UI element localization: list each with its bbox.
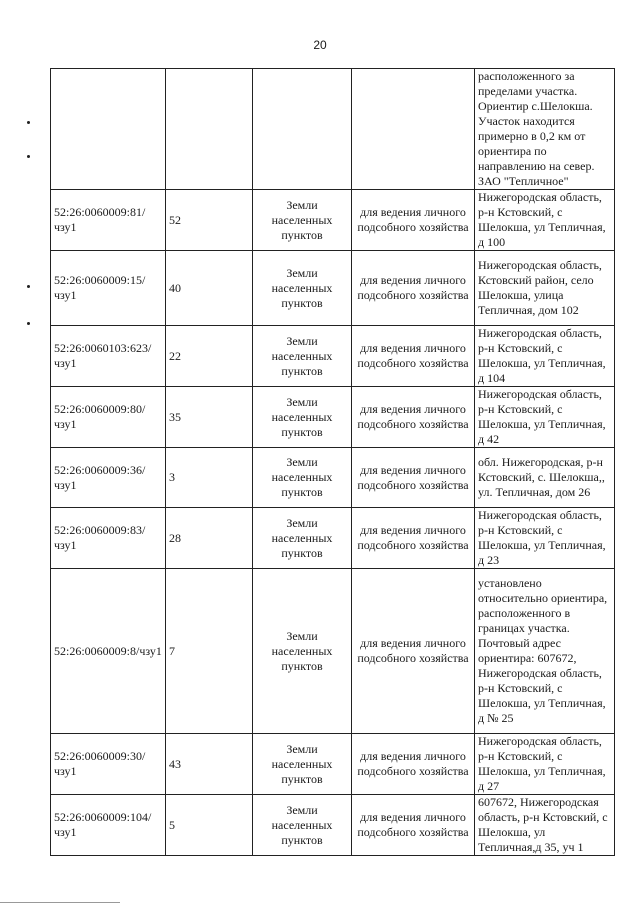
- cadastral-cell: 52:26:0060009:81/чзу1: [51, 190, 166, 251]
- address-cell: Нижегородская область, р-н Кстовский, с Шелокша, ул Тепличная, д 104: [475, 326, 615, 387]
- number-cell: 40: [166, 251, 253, 326]
- cadastral-cell: 52:26:0060103:623/чзу1: [51, 326, 166, 387]
- cadastral-cell: [51, 69, 166, 190]
- table-row: [51, 326, 615, 387]
- scan-artifact-line: [0, 902, 120, 903]
- category-cell: Земли населенных пунктов: [253, 569, 352, 734]
- address-cell: обл. Нижегородская, р-н Кстовский, с. Шелокша,, ул. Тепличная, дом 26: [475, 448, 615, 508]
- use-text: для ведения личного подсобного хозяйства: [357, 273, 469, 302]
- use-text: для ведения личного подсобного хозяйства: [357, 462, 469, 492]
- land-plot-table: [50, 68, 615, 856]
- use-cell: [352, 190, 475, 251]
- table-row: [51, 448, 615, 508]
- use-cell: [352, 387, 475, 448]
- cadastral-cell: 52:26:0060009:80/чзу1: [51, 387, 166, 448]
- category-cell: Земли населенных пунктов: [253, 387, 352, 448]
- address-cell: Нижегородская область, Кстовский район, село Шелокша, улица Тепличная, дом 102: [475, 251, 615, 326]
- number-cell: 7: [166, 569, 253, 734]
- number-cell: [166, 69, 253, 190]
- address-cell: Нижегородская область, р-н Кстовский, с Шелокша, ул Тепличная, д 42: [475, 387, 615, 448]
- use-cell: [352, 795, 475, 856]
- address-cell: Нижегородская область, р-н Кстовский, с Шелокша, ул Тепличная, д 100: [475, 190, 615, 251]
- number-cell: 3: [166, 448, 253, 508]
- cadastral-cell: 52:26:0060009:30/чзу1: [51, 734, 166, 795]
- address-cell: 607672, Нижегородская область, р-н Кстовский, с Шелокша, ул Тепличная,д 35, уч 1: [475, 795, 615, 856]
- use-cell: [352, 448, 475, 508]
- margin-dot: [27, 322, 30, 325]
- table-row: [51, 734, 615, 795]
- category-cell: Земли населенных пунктов: [253, 251, 352, 326]
- number-cell: 28: [166, 508, 253, 569]
- cadastral-cell: 52:26:0060009:8/чзу1: [51, 569, 166, 734]
- use-cell: [352, 69, 475, 190]
- number-cell: 35: [166, 387, 253, 448]
- use-cell: [352, 569, 475, 734]
- margin-dot: [27, 285, 30, 288]
- use-cell: [352, 734, 475, 795]
- use-text: для ведения личного подсобного хозяйства: [357, 402, 469, 431]
- cadastral-cell: 52:26:0060009:104/чзу1: [51, 795, 166, 856]
- cadastral-cell: 52:26:0060009:36/чзу1: [51, 448, 166, 508]
- table-row: [51, 251, 615, 326]
- cadastral-cell: 52:26:0060009:15/чзу1: [51, 251, 166, 326]
- number-cell: 52: [166, 190, 253, 251]
- use-text: для ведения личного подсобного хозяйства: [357, 749, 469, 778]
- category-cell: Земли населенных пунктов: [253, 326, 352, 387]
- table-row: [51, 508, 615, 569]
- use-text: для ведения личного подсобного хозяйства: [357, 341, 469, 370]
- address-cell: расположенного за пределами участка. Ориентир с.Шелокша. Участок находится примерно в 0,2 км от ориентира по направлению на север. ЗАО "Тепличное": [475, 69, 615, 190]
- table-row: [51, 569, 615, 734]
- use-text: для ведения личного подсобного хозяйства: [357, 205, 469, 234]
- use-text: для ведения личного подсобного хозяйства: [357, 636, 469, 665]
- page-number: 20: [313, 38, 327, 52]
- number-cell: 22: [166, 326, 253, 387]
- category-cell: Земли населенных пунктов: [253, 190, 352, 251]
- category-cell: Земли населенных пунктов: [253, 795, 352, 856]
- number-cell: 5: [166, 795, 253, 856]
- category-cell: Земли населенных пунктов: [253, 508, 352, 569]
- table-row: [51, 387, 615, 448]
- category-cell: Земли населенных пунктов: [253, 448, 352, 508]
- table-row: [51, 190, 615, 251]
- table-row-continued: [51, 69, 615, 190]
- address-cell: Нижегородская область, р-н Кстовский, с Шелокша, ул Тепличная, д 23: [475, 508, 615, 569]
- address-cell: установлено относительно ориентира, расположенного в границах участка. Почтовый адрес ориентира: 607672, Нижегородская область, р-н Кстовский, с Шелокша, ул Тепличная, д № 25: [475, 569, 615, 734]
- category-cell: [253, 69, 352, 190]
- margin-dot: [27, 155, 30, 158]
- margin-dot: [27, 121, 30, 124]
- cadastral-cell: 52:26:0060009:83/чзу1: [51, 508, 166, 569]
- use-text: для ведения личного подсобного хозяйства: [357, 810, 469, 839]
- use-cell: [352, 251, 475, 326]
- category-cell: Земли населенных пунктов: [253, 734, 352, 795]
- use-cell: [352, 326, 475, 387]
- use-text: для ведения личного подсобного хозяйства: [357, 523, 469, 552]
- table-row: [51, 795, 615, 856]
- number-cell: 43: [166, 734, 253, 795]
- use-cell: [352, 508, 475, 569]
- address-cell: Нижегородская область, р-н Кстовский, с Шелокша, ул Тепличная, д 27: [475, 734, 615, 795]
